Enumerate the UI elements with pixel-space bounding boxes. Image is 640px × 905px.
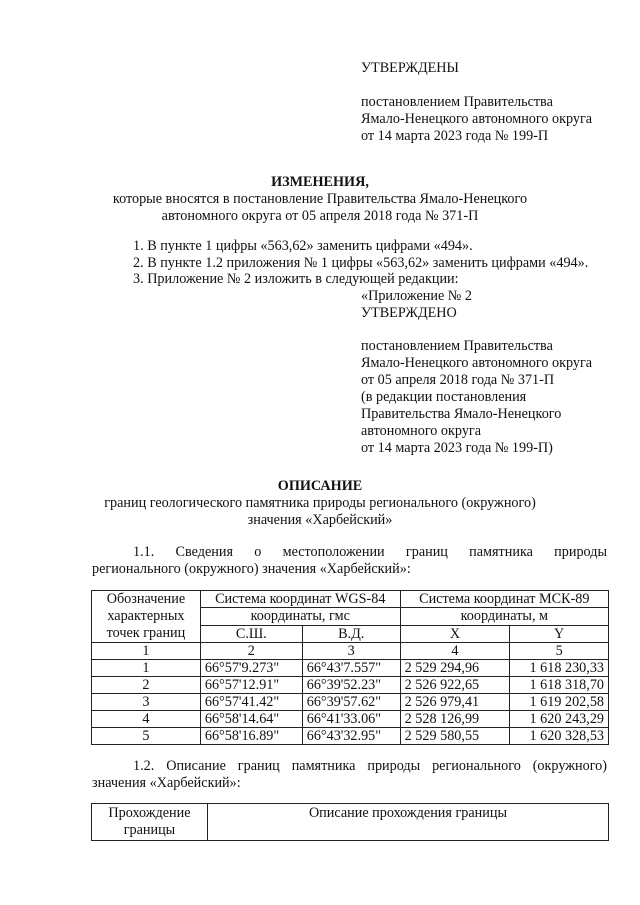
col-number: 3 [302,643,400,660]
description-title: ОПИСАНИЕ [277,478,363,494]
approval-line: постановлением Правительства [361,94,553,110]
header-lon: В.Д. [302,625,400,642]
changes-subtitle: автономного округа от 05 апреля 2018 года № 371-П [161,208,479,224]
appendix-line: (в редакции постановления [361,389,527,405]
table-row: 3 66°57'41.42" 66°39'57.62" 2 526 979,41 1 619 202,58 [92,694,609,711]
approval-line: от 14 марта 2023 года № 199-П [361,128,549,144]
appendix-line: постановлением Правительства [361,338,553,354]
header-wgs: Система координат WGS-84 [200,591,400,608]
appendix-approved: УТВЕРЖДЕНО [361,305,457,321]
header-msk-sub: координаты, м [400,608,608,625]
change-item: 2. В пункте 1.2 приложения № 1 цифры «563,62» заменить цифрами «494». [133,255,589,271]
col-number: 2 [200,643,302,660]
paragraph-1-1: 1.1. Сведения о местоположении границ памятника природы [133,544,607,560]
appendix-label: «Приложение № 2 [361,288,472,304]
change-item: 3. Приложение № 2 изложить в следующей редакции: [133,271,459,287]
table-row: 2 66°57'12.91" 66°39'52.23" 2 526 922,65 1 618 318,70 [92,677,609,694]
appendix-line: Ямало-Ненецкого автономного округа [361,355,593,371]
description-subtitle: значения «Харбейский» [247,512,393,528]
approval-line: Ямало-Ненецкого автономного округа [361,111,593,127]
col-number: 1 [92,643,201,660]
header-lat: С.Ш. [200,625,302,642]
description-subtitle: границ геологического памятника природы регионального (окружного) [104,495,536,511]
coordinates-table [91,590,609,745]
table-row: 1 66°57'9.273" 66°43'7.557" 2 529 294,96 1 618 230,33 [92,660,609,677]
appendix-line: от 14 марта 2023 года № 199-П) [361,440,553,456]
header-x: X [400,625,510,642]
boundary-header-col2: Описание прохождения границы [207,804,608,841]
table-row: 5 66°58'16.89" 66°43'32.95" 2 529 580,55 1 620 328,53 [92,728,609,745]
col-number: 5 [510,643,609,660]
header-point: Обозначение характерных точек границ [92,591,201,643]
appendix-line: Правительства Ямало-Ненецкого [361,406,562,422]
boundary-table [91,803,609,841]
paragraph-1-1-cont: регионального (окружного) значения «Харбейский»: [92,561,411,577]
col-number: 4 [400,643,510,660]
header-wgs-sub: координаты, гмс [200,608,400,625]
change-item: 1. В пункте 1 цифры «563,62» заменить цифрами «494». [133,238,473,254]
appendix-line: от 05 апреля 2018 года № 371-П [361,372,555,388]
header-y: Y [510,625,609,642]
changes-title: ИЗМЕНЕНИЯ, [271,174,369,190]
table-row: 4 66°58'14.64" 66°41'33.06" 2 528 126,99 1 620 243,29 [92,711,609,728]
approval-heading: УТВЕРЖДЕНЫ [361,60,459,76]
paragraph-1-2-cont: значения «Харбейский»: [92,775,241,791]
changes-subtitle: которые вносятся в постановление Правительства Ямало-Ненецкого [112,191,528,207]
paragraph-1-2: 1.2. Описание границ памятника природы регионального (окружного) [133,758,607,774]
boundary-header-col1: Прохождение границы [92,804,208,841]
header-msk: Система координат МСК-89 [400,591,608,608]
appendix-line: автономного округа [361,423,482,439]
